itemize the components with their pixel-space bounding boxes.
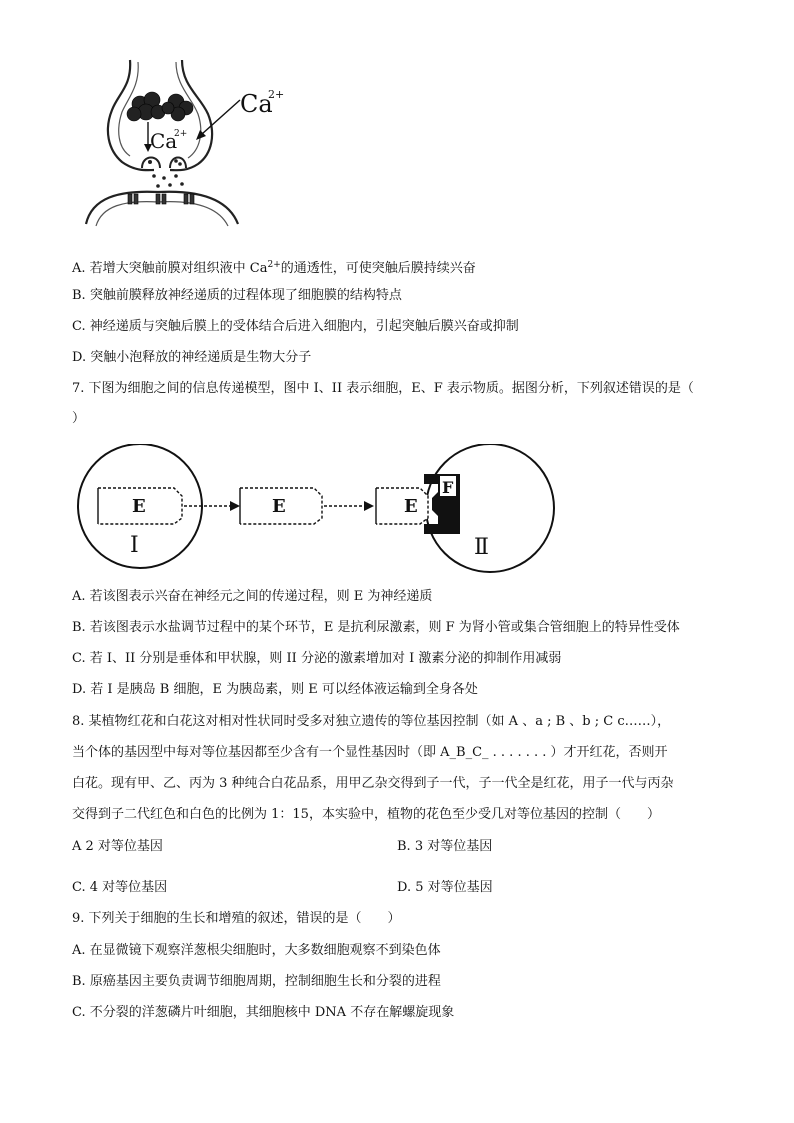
q8-option-b: B. 3 对等位基因: [397, 839, 493, 854]
q7-option-d: D. 若 I 是胰岛 B 细胞，E 为胰岛素，则 E 可以经体液运输到全身各处: [72, 682, 478, 697]
cell-signal-figure: [74, 444, 726, 574]
q8-option-d: D. 5 对等位基因: [397, 880, 493, 895]
ca-charge-inner: 2+: [174, 129, 188, 139]
q7-option-b: B. 若该图表示水盐调节过程中的某个环节，E 是抗利尿激素，则 F 为肾小管或集合管细胞上的特异性受体: [72, 620, 680, 635]
q9-option-a: A. 在显微镜下观察洋葱根尖细胞时，大多数细胞观察不到染色体: [72, 943, 441, 958]
q6-option-d: D. 突触小泡释放的神经递质是生物大分子: [72, 350, 312, 365]
q6-option-b: B. 突触前膜释放神经递质的过程体现了细胞膜的结构特点: [72, 288, 402, 303]
q8-stem-line4: 交得到子二代红色和白色的比例为 1：15，本实验中，植物的花色至少受几对等位基因的控制（ ）: [72, 807, 660, 822]
f-label: F: [442, 478, 454, 497]
q8-stem-line3: 白花。现有甲、乙、丙为 3 种纯合白花品系，用甲乙杂交得到子一代，子一代全是红花，用子一代与丙杂: [72, 776, 674, 791]
q7-option-a: A. 若该图表示兴奋在神经元之间的传递过程，则 E 为神经递质: [72, 589, 433, 604]
q8-option-c: C. 4 对等位基因: [72, 880, 168, 895]
q8-option-a: A 2 对等位基因: [72, 839, 163, 854]
e-label-2: E: [272, 496, 286, 517]
e-label-1: E: [132, 496, 146, 517]
ca-label-inner: Ca: [150, 129, 178, 153]
q8-stem-line2: 当个体的基因型中每对等位基因都至少含有一个显性基因时（即 A_B_C_ . . . . . . . ）才开红花，否则开: [72, 745, 668, 760]
q9-option-b: B. 原癌基因主要负责调节细胞周期，控制细胞生长和分裂的进程: [72, 974, 441, 989]
q7-stem-line1: 7. 下图为细胞之间的信息传递模型，图中 I、II 表示细胞，E、F 表示物质。据图分析，下列叙述错误的是（: [72, 381, 694, 396]
ca-charge-outer: 2+: [268, 88, 285, 101]
cell-ii-label: Ⅱ: [474, 535, 489, 560]
synapse-figure: [78, 58, 308, 228]
cell-i-label: I: [130, 533, 139, 558]
ca-label-outer: Ca: [240, 90, 273, 118]
q9-option-c: C. 不分裂的洋葱磷片叶细胞，其细胞核中 DNA 不存在解螺旋现象: [72, 1005, 455, 1020]
q7-option-c: C. 若 I、II 分别是垂体和甲状腺，则 II 分泌的激素增加对 I 激素分泌的抑制作用减弱: [72, 651, 562, 666]
q8-stem-line1: 8. 某植物红花和白花这对相对性状同时受多对独立遗传的等位基因控制（如 A 、a ; B 、b ; C c……），: [72, 714, 671, 729]
q6-option-c: C. 神经递质与突触后膜上的受体结合后进入细胞内，引起突触后膜兴奋或抑制: [72, 319, 519, 334]
q9-stem: 9. 下列关于细胞的生长和增殖的叙述，错误的是（ ）: [72, 911, 401, 926]
q6-option-a: A. 若增大突触前膜对组织液中 $Ca^{2+}$的通透性，可使突触后膜持续兴奋: [72, 260, 476, 276]
q7-stem-line2: ）: [72, 411, 86, 426]
e-label-3: E: [404, 496, 418, 517]
